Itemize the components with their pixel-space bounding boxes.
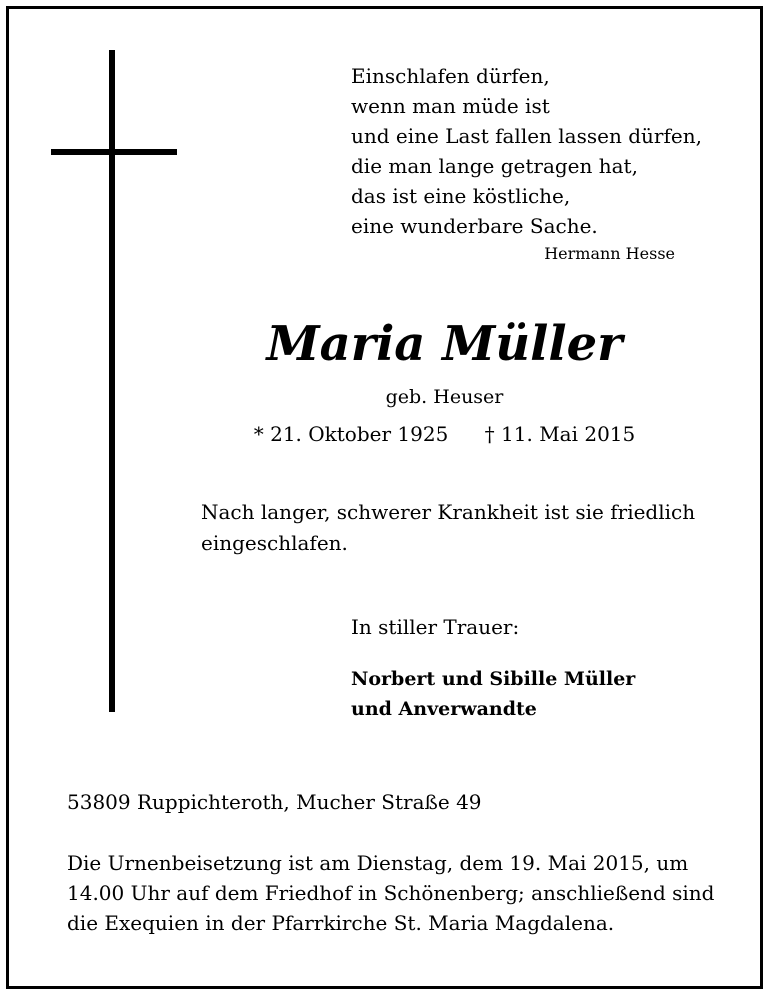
mourning-label: In stiller Trauer: xyxy=(351,615,520,639)
ceremony-line: die Exequien in der Pfarrkirche St. Maria Magdalena. xyxy=(67,911,615,935)
poem-author: Hermann Hesse xyxy=(544,244,675,263)
cross-icon-horizontal-bar xyxy=(51,149,177,155)
birth-date: * 21. Oktober 1925 xyxy=(253,422,449,446)
poem-line: eine wunderbare Sache. xyxy=(351,214,598,238)
poem-line: das ist eine köstliche, xyxy=(351,184,571,208)
poem-line: wenn man müde ist xyxy=(351,94,550,118)
life-dates xyxy=(0,422,775,446)
deceased-name: Maria Müller xyxy=(266,316,623,372)
poem-line: und eine Last fallen lassen dürfen, xyxy=(351,124,702,148)
obituary-message: Nach langer, schwerer Krankheit ist sie friedlich eingeschlafen. xyxy=(201,500,696,555)
poem-line: Einschlafen dürfen, xyxy=(351,64,550,88)
poem-line: die man lange getragen hat, xyxy=(351,154,638,178)
mourner-line: und Anverwandte xyxy=(351,698,537,720)
poem xyxy=(351,61,702,241)
mourners-list xyxy=(351,664,635,724)
deceased-birth-name: geb. Heuser xyxy=(385,386,504,408)
mourner-line: Norbert und Sibille Müller xyxy=(351,668,636,690)
ceremony-line: Die Urnenbeisetzung ist am Dienstag, dem 19. Mai 2015, um xyxy=(67,851,689,875)
ceremony-line: 14.00 Uhr auf dem Friedhof in Schönenberg; anschließend sind xyxy=(67,881,715,905)
death-date: † 11. Mai 2015 xyxy=(484,422,636,446)
ceremony-details xyxy=(67,848,727,938)
address: 53809 Ruppichteroth, Mucher Straße 49 xyxy=(67,790,482,814)
